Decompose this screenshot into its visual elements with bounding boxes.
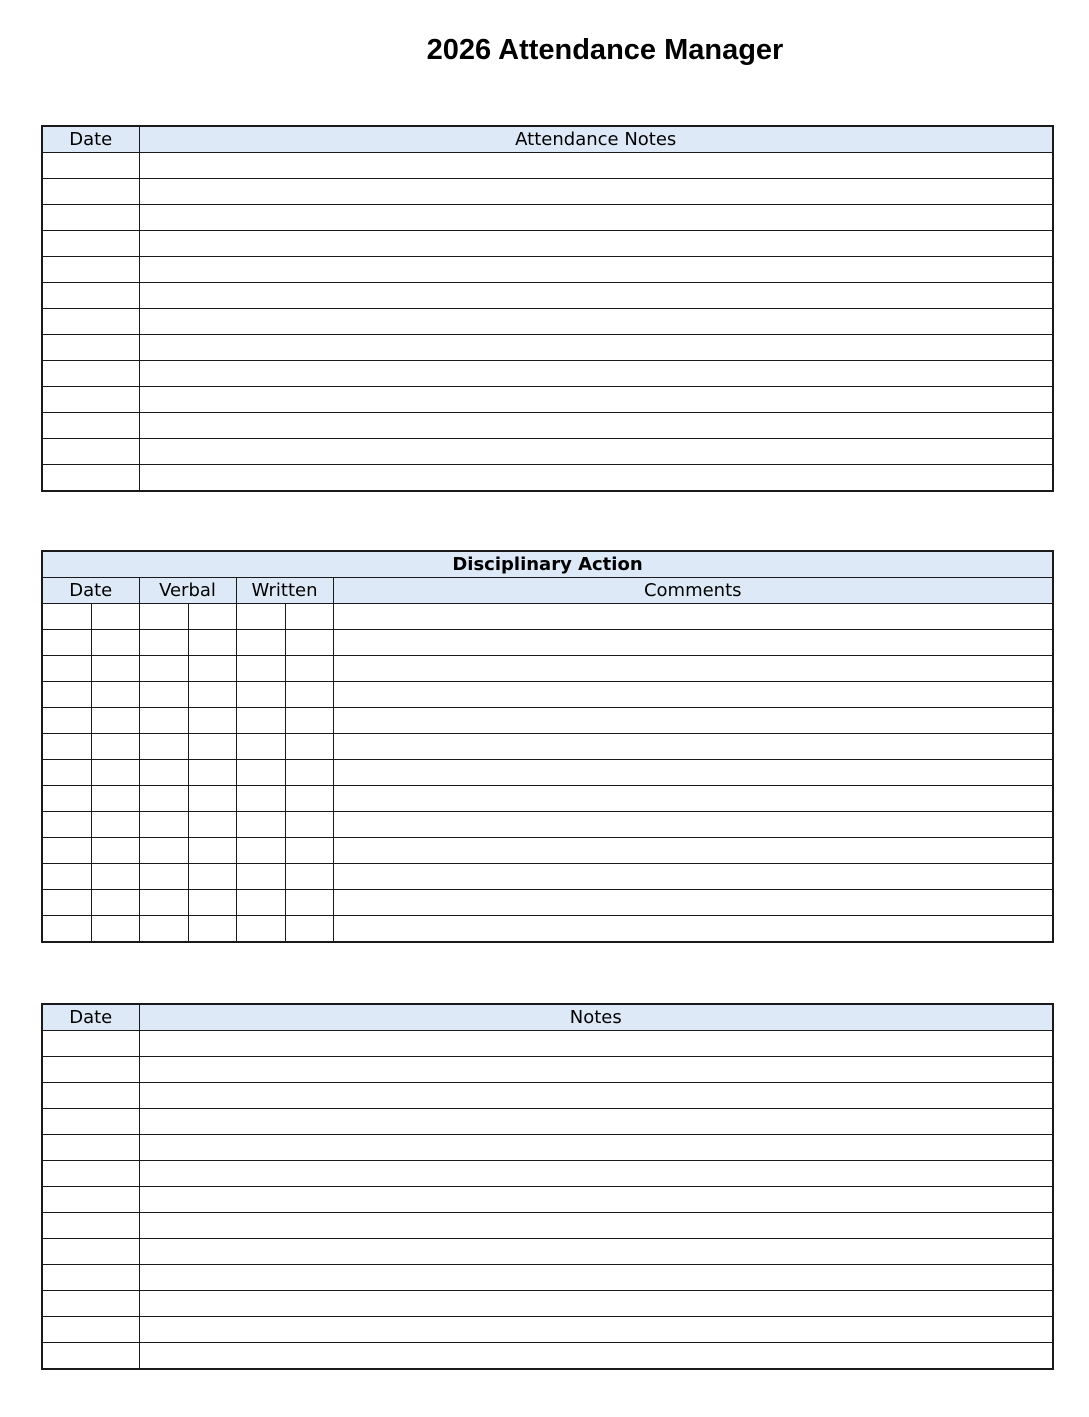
attendance-row — [42, 465, 1053, 492]
disciplinary-written-b-cell[interactable] — [285, 682, 333, 708]
attendance-notes-cell[interactable] — [139, 283, 1053, 309]
disciplinary-comments-cell[interactable] — [333, 734, 1053, 760]
attendance-notes-cell[interactable] — [139, 387, 1053, 413]
disciplinary-row — [42, 864, 1053, 890]
disciplinary-date-b-cell[interactable] — [91, 916, 139, 943]
attendance-date-cell[interactable] — [42, 153, 139, 179]
disciplinary-row — [42, 734, 1053, 760]
disciplinary-verbal-b-cell[interactable] — [188, 708, 236, 734]
disciplinary-written-a-cell[interactable] — [236, 760, 285, 786]
notes-table — [41, 1003, 1054, 1370]
disciplinary-comments-cell[interactable] — [333, 890, 1053, 916]
disciplinary-date-b-cell[interactable] — [91, 838, 139, 864]
attendance-notes-cell[interactable] — [139, 439, 1053, 465]
attendance-notes-table — [41, 125, 1054, 492]
attendance-notes-cell[interactable] — [139, 465, 1053, 492]
disciplinary-written-b-cell[interactable] — [285, 838, 333, 864]
attendance-row — [42, 257, 1053, 283]
notes-date-header: Date — [42, 1004, 139, 1031]
disciplinary-comments-cell[interactable] — [333, 682, 1053, 708]
disciplinary-date-b-cell[interactable] — [91, 890, 139, 916]
disciplinary-row — [42, 916, 1053, 943]
disciplinary-written-b-cell[interactable] — [285, 916, 333, 943]
notes-row — [42, 1291, 1053, 1317]
notes-date-cell[interactable] — [42, 1031, 139, 1057]
notes-row — [42, 1213, 1053, 1239]
notes-row — [42, 1031, 1053, 1057]
attendance-date-cell[interactable] — [42, 309, 139, 335]
disciplinary-verbal-a-cell[interactable] — [139, 890, 188, 916]
disciplinary-comments-cell[interactable] — [333, 916, 1053, 943]
notes-date-cell[interactable] — [42, 1239, 139, 1265]
notes-date-cell[interactable] — [42, 1291, 139, 1317]
attendance-row — [42, 413, 1053, 439]
attendance-row — [42, 153, 1053, 179]
disciplinary-date-a-cell[interactable] — [42, 630, 91, 656]
disciplinary-verbal-b-cell[interactable] — [188, 656, 236, 682]
notes-notes-cell[interactable] — [139, 1291, 1053, 1317]
disciplinary-verbal-header: Verbal — [139, 578, 236, 604]
disciplinary-date-a-cell[interactable] — [42, 838, 91, 864]
disciplinary-written-a-cell[interactable] — [236, 838, 285, 864]
disciplinary-written-b-cell[interactable] — [285, 708, 333, 734]
notes-notes-cell[interactable] — [139, 1239, 1053, 1265]
disciplinary-written-a-cell[interactable] — [236, 604, 285, 630]
disciplinary-comments-cell[interactable] — [333, 604, 1053, 630]
disciplinary-date-a-cell[interactable] — [42, 656, 91, 682]
disciplinary-written-a-cell[interactable] — [236, 656, 285, 682]
disciplinary-row — [42, 890, 1053, 916]
attendance-notes-cell[interactable] — [139, 179, 1053, 205]
attendance-date-cell[interactable] — [42, 179, 139, 205]
disciplinary-verbal-b-cell[interactable] — [188, 916, 236, 943]
disciplinary-row — [42, 708, 1053, 734]
disciplinary-comments-cell[interactable] — [333, 838, 1053, 864]
disciplinary-date-b-cell[interactable] — [91, 630, 139, 656]
disciplinary-written-b-cell[interactable] — [285, 630, 333, 656]
disciplinary-verbal-b-cell[interactable] — [188, 630, 236, 656]
disciplinary-date-a-cell[interactable] — [42, 864, 91, 890]
attendance-notes-cell[interactable] — [139, 231, 1053, 257]
notes-date-cell[interactable] — [42, 1083, 139, 1109]
disciplinary-comments-cell[interactable] — [333, 708, 1053, 734]
attendance-notes-cell[interactable] — [139, 205, 1053, 231]
notes-date-cell[interactable] — [42, 1109, 139, 1135]
disciplinary-date-b-cell[interactable] — [91, 682, 139, 708]
disciplinary-verbal-a-cell[interactable] — [139, 630, 188, 656]
notes-row — [42, 1187, 1053, 1213]
attendance-row — [42, 335, 1053, 361]
disciplinary-title: Disciplinary Action — [42, 551, 1053, 578]
notes-notes-cell[interactable] — [139, 1109, 1053, 1135]
notes-row — [42, 1317, 1053, 1343]
disciplinary-written-a-cell[interactable] — [236, 916, 285, 943]
notes-date-cell[interactable] — [42, 1317, 139, 1343]
disciplinary-date-a-cell[interactable] — [42, 916, 91, 943]
disciplinary-comments-cell[interactable] — [333, 864, 1053, 890]
disciplinary-verbal-b-cell[interactable] — [188, 760, 236, 786]
notes-row — [42, 1057, 1053, 1083]
attendance-date-cell[interactable] — [42, 439, 139, 465]
disciplinary-written-a-cell[interactable] — [236, 890, 285, 916]
attendance-notes-cell[interactable] — [139, 309, 1053, 335]
attendance-row — [42, 231, 1053, 257]
attendance-notes-cell[interactable] — [139, 335, 1053, 361]
disciplinary-verbal-a-cell[interactable] — [139, 916, 188, 943]
disciplinary-row — [42, 630, 1053, 656]
disciplinary-written-a-cell[interactable] — [236, 734, 285, 760]
disciplinary-verbal-a-cell[interactable] — [139, 812, 188, 838]
attendance-row — [42, 361, 1053, 387]
disciplinary-written-a-cell[interactable] — [236, 682, 285, 708]
notes-row — [42, 1343, 1053, 1370]
disciplinary-date-a-cell[interactable] — [42, 812, 91, 838]
attendance-header-row — [42, 126, 1053, 153]
attendance-date-header: Date — [42, 126, 139, 153]
disciplinary-written-b-cell[interactable] — [285, 812, 333, 838]
disciplinary-row — [42, 838, 1053, 864]
disciplinary-action-table — [41, 550, 1054, 943]
notes-row — [42, 1135, 1053, 1161]
disciplinary-verbal-b-cell[interactable] — [188, 864, 236, 890]
attendance-body — [42, 153, 1053, 492]
notes-notes-cell[interactable] — [139, 1031, 1053, 1057]
disciplinary-comments-cell[interactable] — [333, 812, 1053, 838]
disciplinary-date-b-cell[interactable] — [91, 864, 139, 890]
notes-date-cell[interactable] — [42, 1057, 139, 1083]
disciplinary-date-b-cell[interactable] — [91, 656, 139, 682]
disciplinary-written-header: Written — [236, 578, 333, 604]
notes-notes-cell[interactable] — [139, 1161, 1053, 1187]
attendance-date-cell[interactable] — [42, 231, 139, 257]
disciplinary-written-a-cell[interactable] — [236, 812, 285, 838]
disciplinary-date-b-cell[interactable] — [91, 734, 139, 760]
disciplinary-written-b-cell[interactable] — [285, 786, 333, 812]
disciplinary-written-b-cell[interactable] — [285, 760, 333, 786]
disciplinary-title-row — [42, 551, 1053, 578]
notes-body — [42, 1031, 1053, 1370]
page-title: 2026 Attendance Manager — [426, 34, 784, 66]
disciplinary-verbal-a-cell[interactable] — [139, 656, 188, 682]
disciplinary-written-a-cell[interactable] — [236, 708, 285, 734]
disciplinary-comments-cell[interactable] — [333, 630, 1053, 656]
notes-date-cell[interactable] — [42, 1213, 139, 1239]
notes-row — [42, 1109, 1053, 1135]
disciplinary-written-b-cell[interactable] — [285, 734, 333, 760]
disciplinary-verbal-b-cell[interactable] — [188, 682, 236, 708]
disciplinary-verbal-a-cell[interactable] — [139, 786, 188, 812]
disciplinary-verbal-a-cell[interactable] — [139, 708, 188, 734]
disciplinary-date-a-cell[interactable] — [42, 786, 91, 812]
disciplinary-row — [42, 656, 1053, 682]
attendance-row — [42, 387, 1053, 413]
attendance-row — [42, 179, 1053, 205]
disciplinary-comments-cell[interactable] — [333, 760, 1053, 786]
attendance-notes-cell[interactable] — [139, 413, 1053, 439]
disciplinary-verbal-b-cell[interactable] — [188, 734, 236, 760]
disciplinary-written-a-cell[interactable] — [236, 630, 285, 656]
attendance-date-cell[interactable] — [42, 335, 139, 361]
disciplinary-body — [42, 604, 1053, 943]
notes-notes-cell[interactable] — [139, 1317, 1053, 1343]
disciplinary-row — [42, 760, 1053, 786]
disciplinary-row — [42, 786, 1053, 812]
attendance-date-cell[interactable] — [42, 465, 139, 492]
disciplinary-date-header: Date — [42, 578, 139, 604]
disciplinary-date-a-cell[interactable] — [42, 682, 91, 708]
notes-row — [42, 1161, 1053, 1187]
attendance-notes-cell[interactable] — [139, 153, 1053, 179]
disciplinary-comments-header: Comments — [333, 578, 1053, 604]
disciplinary-verbal-b-cell[interactable] — [188, 604, 236, 630]
attendance-notes-header: Attendance Notes — [139, 126, 1053, 153]
notes-notes-cell[interactable] — [139, 1213, 1053, 1239]
disciplinary-verbal-a-cell[interactable] — [139, 864, 188, 890]
attendance-date-cell[interactable] — [42, 387, 139, 413]
disciplinary-written-b-cell[interactable] — [285, 656, 333, 682]
disciplinary-written-b-cell[interactable] — [285, 864, 333, 890]
notes-notes-cell[interactable] — [139, 1187, 1053, 1213]
disciplinary-header-row — [42, 578, 1053, 604]
attendance-row — [42, 205, 1053, 231]
disciplinary-verbal-b-cell[interactable] — [188, 786, 236, 812]
attendance-date-cell[interactable] — [42, 413, 139, 439]
disciplinary-row — [42, 682, 1053, 708]
attendance-notes-cell[interactable] — [139, 361, 1053, 387]
disciplinary-date-a-cell[interactable] — [42, 890, 91, 916]
disciplinary-verbal-a-cell[interactable] — [139, 734, 188, 760]
notes-date-cell[interactable] — [42, 1187, 139, 1213]
disciplinary-verbal-b-cell[interactable] — [188, 838, 236, 864]
notes-row — [42, 1083, 1053, 1109]
notes-date-cell[interactable] — [42, 1343, 139, 1370]
disciplinary-comments-cell[interactable] — [333, 786, 1053, 812]
notes-notes-cell[interactable] — [139, 1343, 1053, 1370]
disciplinary-date-b-cell[interactable] — [91, 708, 139, 734]
notes-notes-cell[interactable] — [139, 1057, 1053, 1083]
disciplinary-date-b-cell[interactable] — [91, 604, 139, 630]
notes-date-cell[interactable] — [42, 1265, 139, 1291]
attendance-date-cell[interactable] — [42, 257, 139, 283]
disciplinary-date-a-cell[interactable] — [42, 734, 91, 760]
disciplinary-date-a-cell[interactable] — [42, 760, 91, 786]
disciplinary-row — [42, 812, 1053, 838]
attendance-row — [42, 283, 1053, 309]
disciplinary-written-b-cell[interactable] — [285, 890, 333, 916]
disciplinary-verbal-a-cell[interactable] — [139, 682, 188, 708]
attendance-date-cell[interactable] — [42, 283, 139, 309]
notes-date-cell[interactable] — [42, 1161, 139, 1187]
disciplinary-written-a-cell[interactable] — [236, 864, 285, 890]
notes-notes-cell[interactable] — [139, 1083, 1053, 1109]
notes-header-row — [42, 1004, 1053, 1031]
disciplinary-date-b-cell[interactable] — [91, 760, 139, 786]
notes-row — [42, 1239, 1053, 1265]
attendance-row — [42, 439, 1053, 465]
disciplinary-verbal-a-cell[interactable] — [139, 604, 188, 630]
notes-notes-cell[interactable] — [139, 1135, 1053, 1161]
notes-date-cell[interactable] — [42, 1135, 139, 1161]
attendance-date-cell[interactable] — [42, 361, 139, 387]
disciplinary-comments-cell[interactable] — [333, 656, 1053, 682]
disciplinary-written-b-cell[interactable] — [285, 604, 333, 630]
attendance-date-cell[interactable] — [42, 205, 139, 231]
notes-row — [42, 1265, 1053, 1291]
disciplinary-date-b-cell[interactable] — [91, 786, 139, 812]
disciplinary-row — [42, 604, 1053, 630]
disciplinary-verbal-a-cell[interactable] — [139, 760, 188, 786]
disciplinary-date-b-cell[interactable] — [91, 812, 139, 838]
attendance-row — [42, 309, 1053, 335]
disciplinary-written-a-cell[interactable] — [236, 786, 285, 812]
disciplinary-verbal-b-cell[interactable] — [188, 890, 236, 916]
disciplinary-verbal-b-cell[interactable] — [188, 812, 236, 838]
disciplinary-date-a-cell[interactable] — [42, 708, 91, 734]
disciplinary-date-a-cell[interactable] — [42, 604, 91, 630]
attendance-notes-cell[interactable] — [139, 257, 1053, 283]
disciplinary-verbal-a-cell[interactable] — [139, 838, 188, 864]
notes-notes-cell[interactable] — [139, 1265, 1053, 1291]
notes-notes-header: Notes — [139, 1004, 1053, 1031]
